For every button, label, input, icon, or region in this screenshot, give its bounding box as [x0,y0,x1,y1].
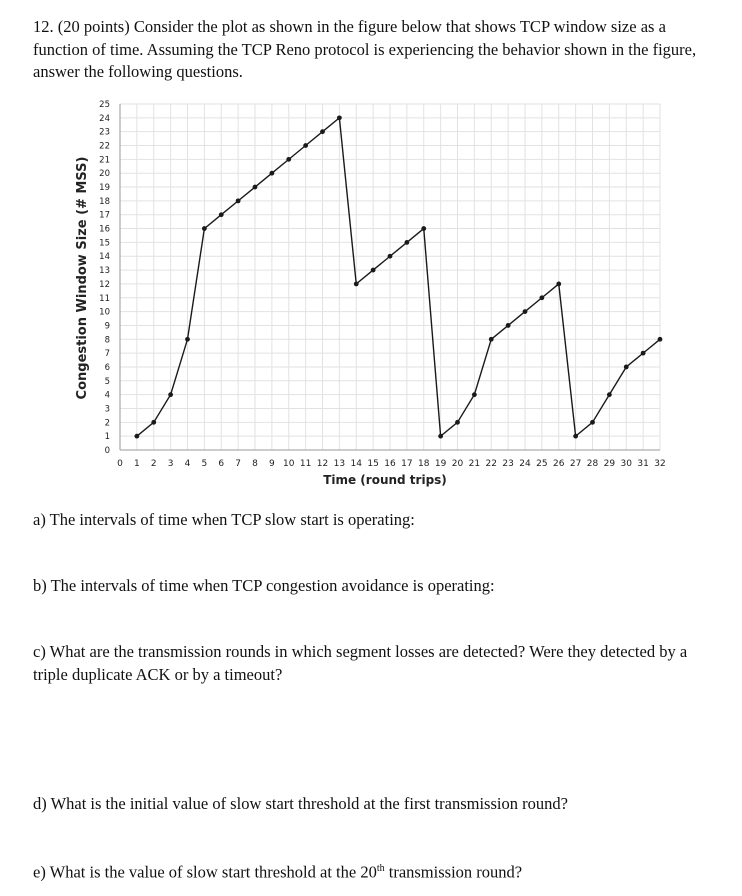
y-tick-label: 7 [104,349,110,360]
x-tick-label: 18 [418,459,430,469]
x-tick-label: 12 [316,459,329,469]
x-tick-label: 30 [620,459,632,469]
data-point [489,337,494,342]
x-tick-label: 4 [184,459,191,469]
x-tick-label: 5 [201,459,208,469]
x-tick-label: 8 [252,459,258,469]
data-point [556,282,561,287]
x-tick-label: 31 [637,459,649,469]
y-tick-label: 21 [99,155,110,166]
x-tick-label: 24 [519,459,531,469]
y-tick-label: 0 [104,446,110,456]
data-point [253,185,258,190]
data-point [539,295,544,300]
data-point [455,420,460,425]
data-point [151,420,156,425]
y-tick-label: 24 [99,113,110,124]
data-point [404,240,409,245]
x-tick-label: 16 [384,459,396,469]
x-tick-label: 19 [434,459,447,469]
data-point [641,351,646,356]
x-tick-label: 28 [586,459,599,469]
y-tick-label: 2 [104,418,110,429]
data-point [320,129,325,134]
data-point [421,226,426,231]
x-tick-label: 2 [150,459,157,469]
question-part-a: a) The intervals of time when TCP slow start is operating: [33,510,415,529]
data-point [168,392,173,397]
y-axis-label: Congestion Window Size (# MSS) [75,156,90,400]
x-tick-label: 26 [553,459,565,469]
question-intro: 12. (20 points) Consider the plot as shown in the figure below that shows TCP window size as a function of time. Assuming the TCP Reno protocol is experiencing the behavior shown in the figure, answer the following questions. [33,17,697,81]
x-tick-label: 20 [451,459,464,469]
y-tick-label: 16 [99,224,110,235]
data-point [607,392,612,397]
data-point [371,268,376,273]
data-point [472,392,477,397]
y-tick-label: 14 [99,252,110,263]
y-tick-label: 3 [104,404,110,415]
question-part-d: d) What is the initial value of slow start threshold at the first transmission round? [33,794,568,813]
x-tick-label: 23 [502,459,514,469]
data-point [269,171,274,176]
y-tick-label: 17 [99,210,110,221]
data-point [573,434,578,439]
x-tick-label: 25 [536,459,548,469]
data-point [658,337,663,342]
data-point [185,337,190,342]
x-tick-label: 27 [569,459,582,469]
x-tick-label: 22 [485,459,497,469]
x-tick-label: 13 [333,459,346,469]
y-tick-label: 9 [104,321,110,332]
question-part-e-text: e) What is the value of slow start threshold at the 20 [33,862,377,882]
data-point [202,226,207,231]
x-tick-label: 1 [134,459,140,469]
y-tick-label: 13 [99,266,110,277]
question-part-e-text-end: transmission round? [384,862,523,882]
x-tick-label: 10 [283,459,295,469]
question-part-b: b) The intervals of time when TCP congestion avoidance is operating: [33,576,495,595]
chart-axes [99,100,666,469]
data-point [354,282,359,287]
x-axis-label: Time (round trips) [323,473,447,487]
tcp-window-chart [72,98,677,494]
chart-svg [72,98,677,494]
y-tick-label: 8 [104,335,110,346]
y-tick-label: 10 [99,307,110,318]
x-tick-label: 3 [167,459,174,469]
data-point [506,323,511,328]
y-tick-label: 6 [104,362,110,373]
y-tick-label: 5 [104,376,110,387]
question-part-e [33,858,723,884]
x-tick-label: 15 [367,459,379,469]
x-tick-label: 21 [468,459,481,469]
data-point [624,365,629,370]
data-point [523,309,528,314]
y-tick-label: 22 [99,141,110,152]
data-point [438,434,443,439]
x-tick-label: 14 [350,459,362,469]
data-point [388,254,393,259]
y-tick-label: 11 [99,293,110,304]
data-point [303,143,308,148]
question-part-c: c) What are the transmission rounds in which segment losses are detected? Were they detected by a triple duplicate ACK or by a timeout? [33,642,688,684]
x-tick-label: 0 [117,459,123,469]
data-point [337,115,342,120]
chart-series [134,115,662,438]
x-tick-label: 6 [218,459,225,469]
data-point [134,434,139,439]
y-tick-label: 19 [99,183,110,194]
y-tick-label: 4 [104,390,110,401]
data-point [236,198,241,203]
y-tick-label: 20 [99,169,110,180]
data-point [590,420,595,425]
question-part-e-superscript: th [376,863,385,874]
data-point [219,212,224,217]
data-point [286,157,291,162]
y-tick-label: 15 [99,238,110,249]
x-tick-label: 32 [654,459,666,469]
x-tick-label: 7 [235,459,241,469]
y-tick-label: 25 [99,100,110,110]
x-tick-label: 17 [401,459,413,469]
y-tick-label: 1 [104,432,110,443]
x-tick-label: 9 [269,459,275,469]
x-tick-label: 11 [299,459,312,469]
series-line [137,118,660,436]
x-tick-label: 29 [603,459,616,469]
chart-grid [120,104,660,450]
y-tick-label: 12 [99,279,110,290]
y-tick-label: 23 [99,127,110,138]
y-tick-label: 18 [99,196,110,207]
